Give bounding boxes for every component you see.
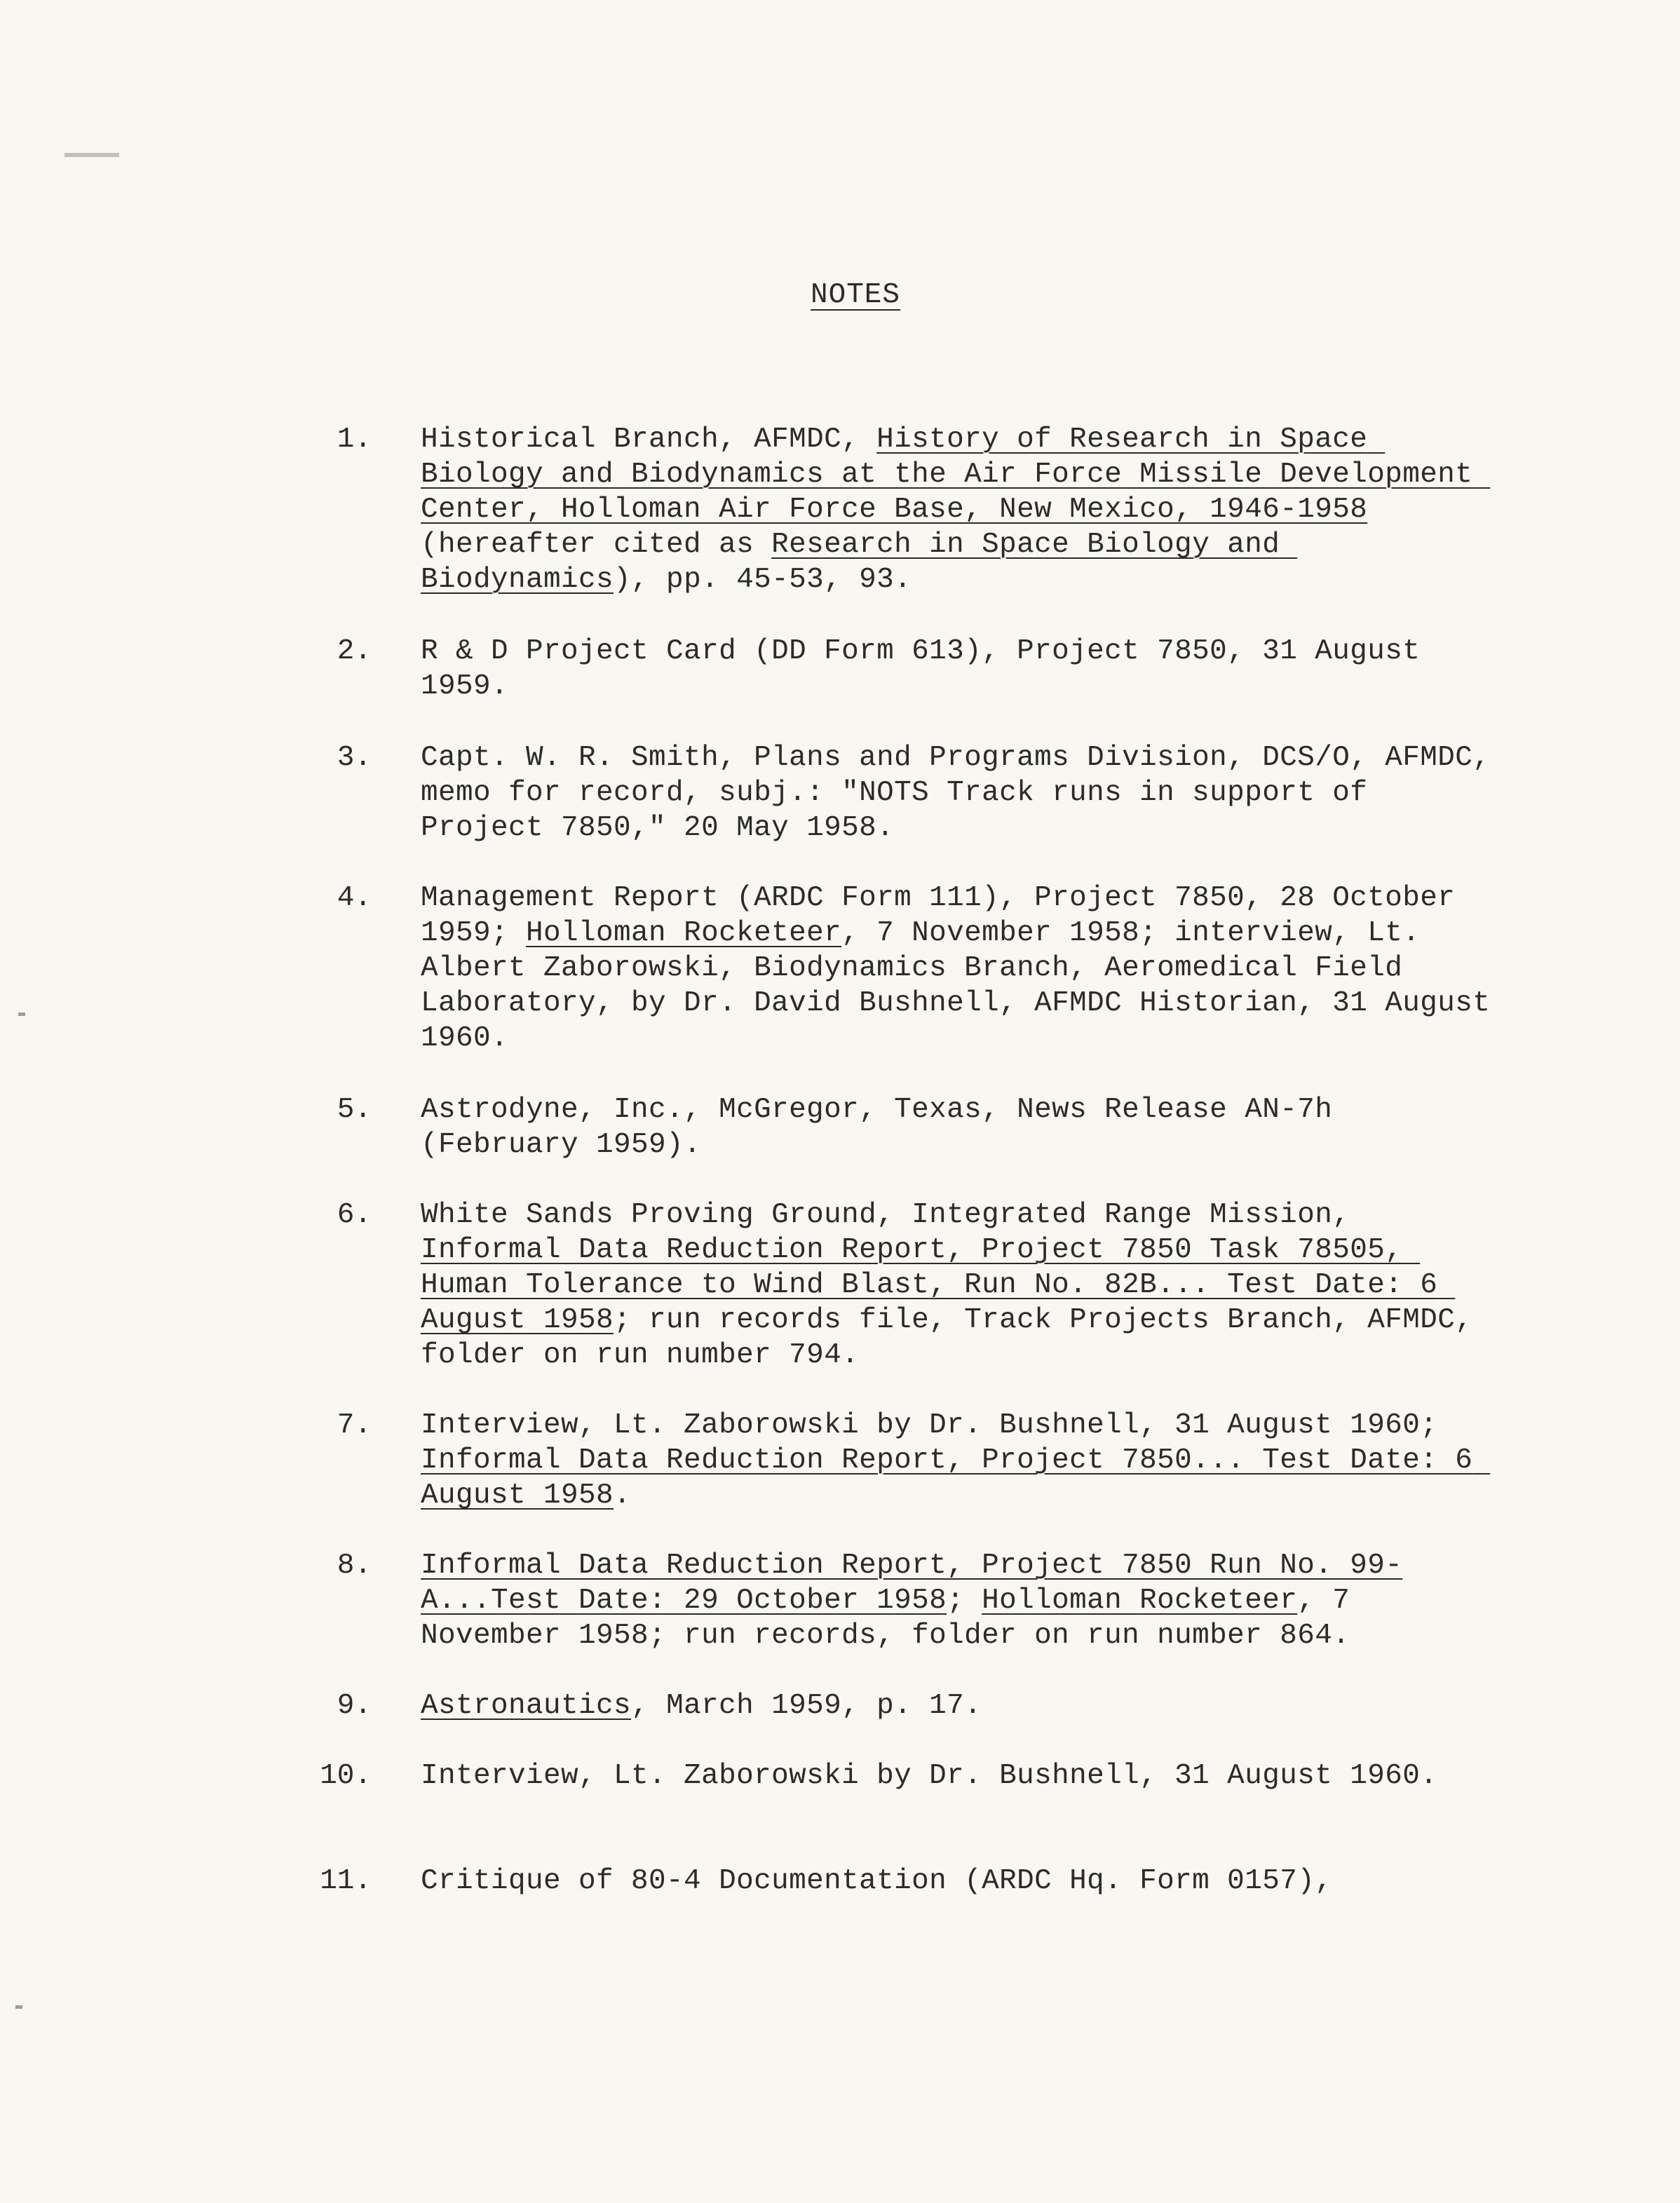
page-title: NOTES	[811, 279, 901, 311]
note-number: 3.	[337, 742, 372, 774]
note-text: R & D Project Card (DD Form 613), Project 7850, 31 August 1959.	[421, 635, 1438, 703]
note-number: 1.	[337, 423, 372, 456]
note-text: Critique of 80-4 Documentation (ARDC Hq. Form 0157),	[421, 1865, 1333, 1897]
note-text: Astrodyne, Inc., McGregor, Texas, News Release AN-7h (February 1959).	[421, 1094, 1350, 1161]
note-text: White Sands Proving Ground, Integrated Range Mission, Informal Data Reduction Report, Project 7850 Task 78505, Human Tolerance to Wind Blast, Run No. 82B... Test Date: 6 August 1958; run records file, Track Projects Branch, AFMDC, folder on run number 794.	[421, 1199, 1491, 1371]
note-number: 6.	[337, 1199, 372, 1231]
note-number: 2.	[337, 635, 372, 667]
scan-mark	[15, 2005, 22, 2009]
scan-mark	[65, 153, 119, 157]
note-text: Interview, Lt. Zaborowski by Dr. Bushnell, 31 August 1960; Informal Data Reduction Report, Project 7850... Test Date: 6 August 1958.	[421, 1409, 1491, 1512]
note-text: Informal Data Reduction Report, Project 7850 Run No. 99-A...Test Date: 29 October 1958; Holloman Rocketeer, 7 November 1958; run records, folder on run number 864.	[421, 1550, 1403, 1652]
note-number: 10.	[320, 1760, 372, 1792]
note-text: Astronautics, March 1959, p. 17.	[421, 1690, 982, 1722]
note-text: Historical Branch, AFMDC, History of Research in Space Biology and Biodynamics at the Air Force Missile Development Center, Holloman Air Force Base, New Mexico, 1946-1958 (hereafter cited as Research in Space Biology and Biodynamics), pp. 45-53, 93.	[421, 423, 1491, 596]
note-text: Management Report (ARDC Form 111), Project 7850, 28 October 1959; Holloman Rocketeer, 7 November 1958; interview, Lt. Albert Zaborowski, Biodynamics Branch, Aeromedical Field Laboratory, by Dr. David Bushnell, AFMDC Historian, 31 August 1960.	[421, 882, 1508, 1055]
note-number: 11.	[320, 1865, 372, 1897]
note-text: Capt. W. R. Smith, Plans and Programs Division, DCS/O, AFMDC, memo for record, subj.: "NOTS Track runs in support of Project 7850," 20 May 1958.	[421, 742, 1508, 844]
scan-mark	[18, 1012, 25, 1016]
note-number: 4.	[337, 882, 372, 914]
note-number: 9.	[337, 1690, 372, 1722]
note-text: Interview, Lt. Zaborowski by Dr. Bushnell, 31 August 1960.	[421, 1760, 1438, 1792]
note-number: 8.	[337, 1550, 372, 1582]
note-number: 5.	[337, 1094, 372, 1126]
note-number: 7.	[337, 1409, 372, 1442]
